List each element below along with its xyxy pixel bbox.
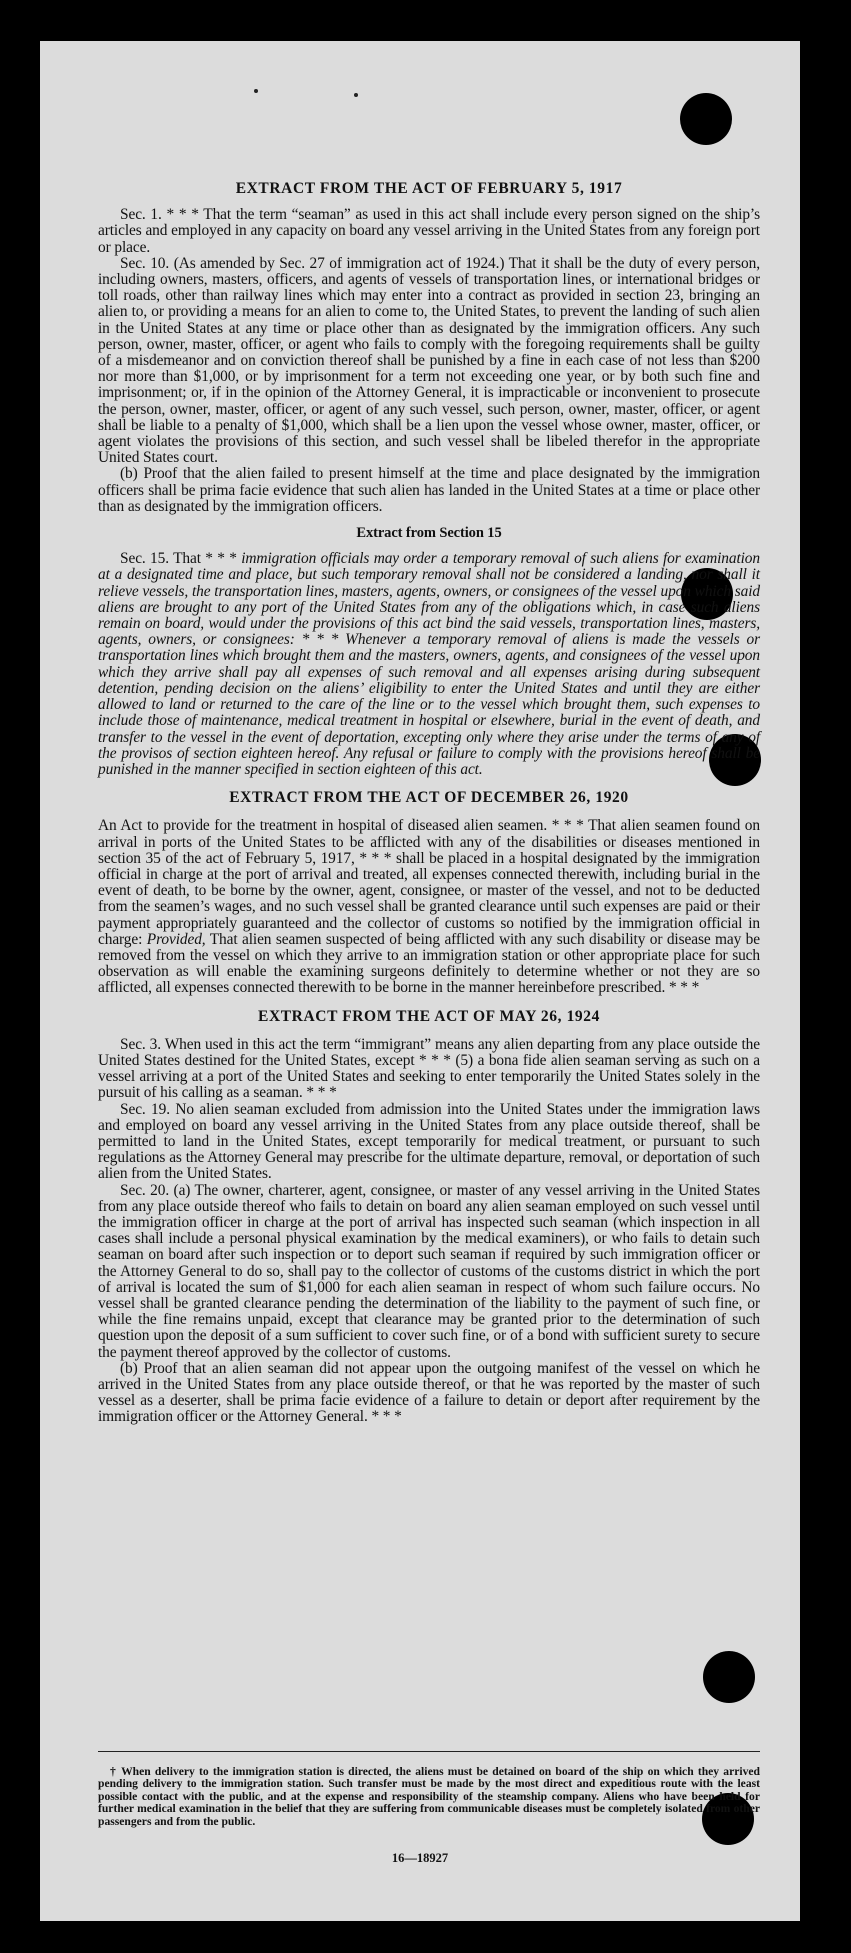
- sec-15-body: immigration officials may order a temporary removal of such aliens for examination at a designated time and place, but such temporary removal shall not be considered a landing, nor shall it relieve vessels, the transportation lines, masters, agents, owners, or consignees of the vessel upon which said aliens are brought to any port of the United States from any of the obligations which, in case such aliens remain on board, would under the provisions of this act bind the said vessels, transportation lines, masters, agents, owners, or consignees: * * * Whenever a temporary removal of aliens is made the vessels or transportation lines which brought them and the masters, owners, agents, and consignees of the vessel upon which they arrive shall pay all expenses of such removal and all expenses arising during subsequent detention, pending decision on the aliens’ eligibility to enter the United States and until they are either allowed to land or returned to the care of the line or to the vessel which brought them, such expenses to include those of maintenance, medical treatment in hospital or elsewhere, burial in the event of death, and transfer to the vessel in the event of deportation, excepting only where they arise under the terms of any of the provisos of section eighteen hereof. Any refusal or failure to comply with the provisions hereof shall be punished in the manner specified in section eighteen of this act.: [98, 550, 760, 778]
- dec-1920-provided: Provided,: [146, 930, 206, 948]
- paragraph-dec-1920: [98, 818, 760, 996]
- sec-15-lead: Sec. 15. That * * *: [120, 550, 242, 568]
- document-number: 16—18927: [391, 1851, 449, 1865]
- footnote: [98, 1751, 760, 1828]
- document-body: [98, 181, 760, 1426]
- paragraph-sec-10b: (b) Proof that the alien failed to present himself at the time and place designated by the immigration officers shall be prima facie evidence that such alien has landed in the United States at a time or place other than as designated by the immigration officers.: [98, 465, 760, 515]
- heading-feb-1917: EXTRACT FROM THE ACT OF FEBRUARY 5, 1917: [235, 180, 623, 197]
- paragraph-sec-19: Sec. 19. No alien seaman excluded from admission into the United States under the immigration laws and employed on board any vessel arriving in the United States from any place outside thereof, shall be permitted to land in the United States, except temporarily for medical treatment, or pursuant to such regulations as the Attorney General may prescribe for the ultimate departure, removal, or deportation of such alien from the United States.: [98, 1100, 760, 1183]
- paper-speck: [254, 89, 258, 93]
- punch-hole: [703, 1651, 755, 1703]
- paragraph-sec-1: Sec. 1. * * * That the term “seaman” as used in this act shall include every person signed on the ship’s articles and employed in any capacity on board any vessel arriving in the United States from any foreign port or place.: [98, 206, 760, 256]
- footnote-text: † When delivery to the immigration station is directed, the aliens must be detained on board of the ship on which they arrived pending delivery to the immigration station. Such transfer must be made by the most direct and expeditious route with the least possible contact with the public, and at the expense and responsibility of the steamship company. Aliens who have been held for further medical examination in the belief that they are suffering from communicable diseases must be completely isolated from other passengers and from the public.: [98, 1765, 760, 1828]
- paragraph-sec-20b: (b) Proof that an alien seaman did not appear upon the outgoing manifest of the vessel on which he arrived in the United States from any place outside thereof, or that he was reported by the master of such vessel as a deserter, shall be prima facie evidence of a failure to detain or deport after requirement by the immigration officer or the Attorney General. * * *: [98, 1359, 760, 1426]
- document-page: [40, 41, 800, 1921]
- paper-speck: [354, 93, 358, 97]
- punch-hole: [680, 93, 732, 145]
- heading-may-1924: EXTRACT FROM THE ACT OF MAY 26, 1924: [258, 1007, 600, 1025]
- dec-1920-tail: That alien seamen suspected of being afflicted with any such disability or disease may be removed from the vessel on which they arrive to an immigration station or other appropriate place for such observation as will enable the examining surgeons definitely to determine whether or not they are so afflicted, all expenses connected therewith to be borne in the manner hereinbefore prescribed. * * *: [98, 930, 761, 997]
- paragraph-sec-15: [98, 551, 760, 778]
- dec-1920-body: An Act to provide for the treatment in hospital of diseased alien seamen. * * * That alien seamen found on arrival in ports of the United States to be afflicted with any of the disabilities or diseases mentioned in section 35 of the act of February 5, 1917, * * * shall be placed in a hospital designated by the immigration official in charge at the port of arrival and treated, all expenses connected therewith, including burial in the event of death, to be borne by the owner, agent, consignee, or master of the vessel, and not to be deducted from the seamen’s wages, and no such vessel shall be granted clearance until such expenses are paid or their payment appropriately guaranteed and the collector of customs so notified by the immigration official in charge:: [98, 817, 760, 948]
- heading-section-15: Extract from Section 15: [356, 525, 502, 542]
- heading-dec-1920: EXTRACT FROM THE ACT OF DECEMBER 26, 1920: [229, 789, 629, 807]
- paragraph-sec-3: Sec. 3. When used in this act the term “immigrant” means any alien departing from any place outside the United States destined for the United States, except * * * (5) a bona fide alien seaman serving as such on a vessel arriving at a port of the United States and seeking to enter temporarily the United States solely in the pursuit of his calling as a seaman. * * *: [98, 1035, 760, 1102]
- paragraph-sec-20a: Sec. 20. (a) The owner, charterer, agent, consignee, or master of any vessel arriving in the United States from any place outside thereof who fails to detain on board any alien seaman employed on such vessel until the immigration officer in charge at the port of arrival has inspected such seaman (which inspection in all cases shall include a personal physical examination by the medical examiners), or who fails to detain such seaman on board after such inspection or to deport such seaman if required by such immigration officer or the Attorney General to do so, shall pay to the collector of customs of the customs district in which the port of arrival is located the sum of $1,000 for each alien seaman in respect of whom such failure occurs. No vessel shall be granted clearance pending the determination of the liability to the payment of such fine, or while the fine remains unpaid, except that clearance may be granted prior to the determination of such question upon the deposit of a sum sufficient to cover such fine, or of a bond with sufficient surety to secure the payment thereof approved by the collector of customs.: [98, 1181, 760, 1361]
- paragraph-sec-10: Sec. 10. (As amended by Sec. 27 of immigration act of 1924.) That it shall be the duty of every person, including owners, masters, officers, and agents of vessels of transportation lines, or international bridges or toll roads, other than railway lines which may enter into a contract as provided in section 23, bringing an alien to, or providing a means for an alien to come to, the United States, to prevent the landing of such alien in the United States at any time or place other than as designated by the immigration officers. Any such person, owner, master, officer, or agent who fails to comply with the foregoing requirements shall be guilty of a misdemeanor and on conviction thereof shall be punished by a fine in each case of not less than $200 nor more than $1,000, or by imprisonment for a term not exceeding one year, or by both such fine and imprisonment; or, if in the opinion of the Attorney General, it is impracticable or inconvenient to prosecute the person, owner, master, officer, or agent of any such vessel, such person, owner, master, officer, or agent shall be liable to a penalty of $1,000, which shall be a lien upon the vessel whose owner, master, officer, or agent violates the provisions of this section, and such vessel shall be libeled therefor in the appropriate United States court.: [98, 254, 760, 467]
